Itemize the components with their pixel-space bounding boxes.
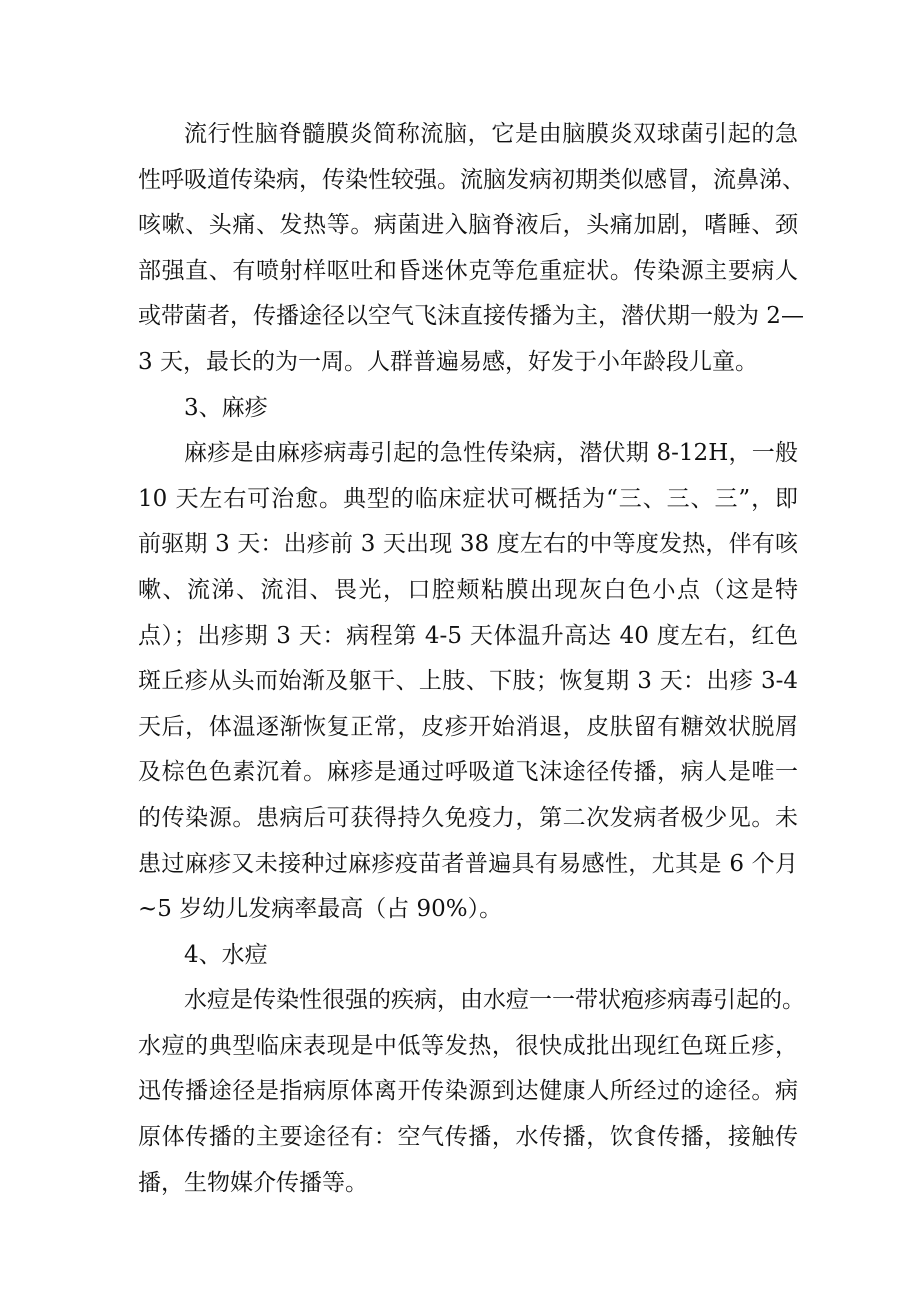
text-line: 麻疹是由麻疹病毒引起的急性传染病，潜伏期 8-12H，一般 — [184, 440, 798, 467]
text-line: 原体传播的主要途径有：空气传播，水传播，饮食传播，接触传 — [138, 1124, 798, 1151]
document-body — [138, 112, 805, 1206]
text-line: 天后，体温逐渐恢复正常，皮疹开始消退，皮肤留有糖效状脱屑 — [138, 713, 798, 740]
text-line: 部强直、有喷射样呕吐和昏迷休克等危重症状。传染源主要病人 — [138, 257, 798, 284]
text-line: 性呼吸道传染病，传染性较强。流脑发病初期类似感冒，流鼻涕、 — [138, 166, 805, 193]
section-heading-measles: 3、麻疹 — [184, 394, 268, 421]
text-line: 水痘的典型临床表现是中低等发热，很快成批出现红色斑丘疹， — [138, 1032, 798, 1059]
text-line: 或带菌者，传播途径以空气飞沫直接传播为主，潜伏期一般为 2— — [138, 303, 804, 330]
text-line: 的传染源。患病后可获得持久免疫力，第二次发病者极少见。未 — [138, 804, 798, 831]
text-line: ~5 岁幼儿发病率最高（占 90%）。 — [138, 896, 503, 923]
text-line: 及棕色色素沉着。麻疹是通过呼吸道飞沫途径传播，病人是唯一 — [138, 759, 798, 786]
text-line: 播，生物媒介传播等。 — [138, 1169, 368, 1196]
text-line: 嗽、流涕、流泪、畏光，口腔颊粘膜出现灰白色小点（这是特 — [138, 576, 798, 603]
text-line: 斑丘疹从头而始渐及躯干、上肢、下肢；恢复期 3 天：出疹 3-4 — [138, 668, 798, 695]
text-line: 3 天，最长的为一周。人群普遍易感，好发于小年龄段儿童。 — [138, 348, 758, 375]
text-line: 咳嗽、头痛、发热等。病菌进入脑脊液后，头痛加剧，嗜睡、颈 — [138, 212, 798, 239]
text-line: 患过麻疹又未接种过麻疹疫苗者普遍具有易感性，尤其是 6 个月 — [138, 850, 798, 877]
paragraph-measles — [138, 431, 798, 933]
text-line: 水痘是传染性很强的疾病，由水痘一一带状疱疹病毒引起的。 — [184, 987, 805, 1014]
section-heading-chickenpox: 4、水痘 — [184, 941, 268, 968]
text-line: 流行性脑脊髓膜炎简称流脑，它是由脑膜炎双球菌引起的急 — [184, 121, 798, 147]
text-line: 点）；出疹期 3 天：病程第 4-5 天体温升高达 40 度左右，红色 — [138, 622, 798, 649]
text-line: 迅传播途径是指病原体离开传染源到达健康人所经过的途径。病 — [138, 1078, 798, 1105]
text-line: 10 天左右可治愈。典型的临床症状可概括为“三、三、三”，即 — [138, 485, 798, 512]
paragraph-chickenpox — [138, 978, 805, 1206]
text-line: 前驱期 3 天：出疹前 3 天出现 38 度左右的中等度发热，伴有咳 — [138, 531, 798, 558]
paragraph-meningitis — [138, 112, 805, 386]
